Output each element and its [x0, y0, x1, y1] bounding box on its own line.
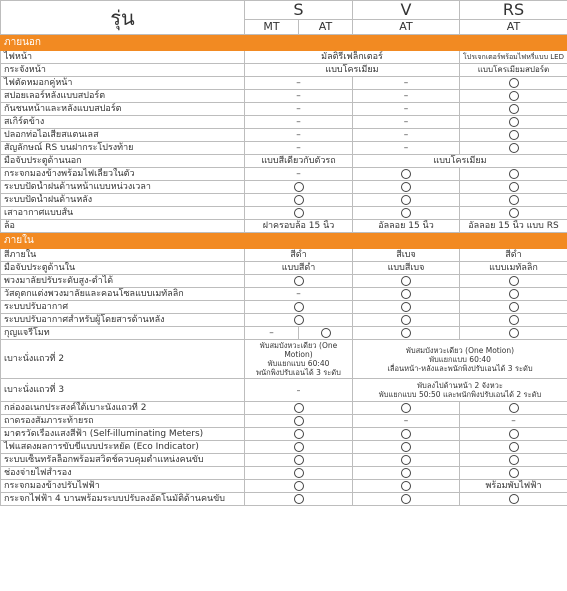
spec-value	[460, 51, 567, 64]
spec-value	[245, 275, 353, 288]
spec-row	[1, 327, 567, 340]
spec-value	[460, 402, 567, 415]
not-available-mark: –	[403, 104, 409, 114]
header-row-models	[1, 1, 567, 20]
spec-value	[460, 480, 567, 493]
spec-value	[460, 194, 567, 207]
spec-value	[245, 301, 353, 314]
value-line: พับแยกแบบ 60:40	[267, 359, 330, 368]
spec-label: สีภายใน	[1, 249, 245, 262]
included-icon	[401, 328, 411, 338]
spec-value	[353, 301, 460, 314]
value-line: พับสมบังหวะเดียว (One Motion)	[405, 345, 515, 355]
spec-row	[1, 168, 567, 181]
spec-value	[460, 275, 567, 288]
included-icon	[509, 208, 519, 218]
spec-value	[353, 168, 460, 181]
value-text: แบบสีดำ	[281, 263, 316, 273]
spec-label: ไฟตัดหมอกคู่หน้า	[1, 77, 245, 90]
spec-label: กระจกมองข้างปรับไฟฟ้า	[1, 480, 245, 493]
spec-value	[353, 415, 460, 428]
spec-value	[353, 220, 460, 233]
included-icon	[401, 182, 411, 192]
included-icon	[401, 468, 411, 478]
value-line: เลื่อนหน้า-หลังและพนักพิงปรับเอนได้ 3 ระดับ	[387, 363, 533, 373]
spec-value	[460, 262, 567, 275]
spec-value	[460, 454, 567, 467]
model-v: V	[353, 1, 460, 20]
value-line: พับลงไปด้านหน้า 2 จังหวะ	[417, 381, 503, 390]
spec-label: ระบบเซ็นทรัลล็อกพร้อมสวิตช์ควบคุมตำแหน่งคนขับ	[1, 454, 245, 467]
included-icon	[401, 494, 411, 504]
spec-value	[245, 288, 353, 301]
spec-row	[1, 262, 567, 275]
spec-value	[245, 441, 353, 454]
spec-value	[460, 168, 567, 181]
spec-value	[245, 428, 353, 441]
value-text: มัลติรีเฟล็กเตอร์	[321, 52, 383, 62]
spec-value	[245, 262, 353, 275]
spec-label: ระบบปัดน้ำฝนด้านหลัง	[1, 194, 245, 207]
spec-row	[1, 181, 567, 194]
spec-value	[460, 103, 567, 116]
included-icon	[509, 143, 519, 153]
included-icon	[509, 455, 519, 465]
spec-value	[353, 194, 460, 207]
spec-row	[1, 220, 567, 233]
spec-label: กระจกไฟฟ้า 4 บานพร้อมระบบปรับลงอัตโนมัติด้านคนขับ	[1, 493, 245, 506]
spec-row	[1, 249, 567, 262]
value-line: พับแยกแบบ 60:40	[429, 354, 491, 364]
model-rs: RS	[460, 1, 567, 20]
spec-value	[353, 428, 460, 441]
spec-value	[353, 262, 460, 275]
spec-row	[1, 207, 567, 220]
spec-label: พวงมาลัยปรับระดับสูง-ต่ำได้	[1, 275, 245, 288]
included-icon	[401, 169, 411, 179]
included-icon	[401, 315, 411, 325]
spec-value	[353, 181, 460, 194]
spec-value	[353, 402, 460, 415]
spec-value	[245, 142, 353, 155]
spec-row	[1, 194, 567, 207]
value-text: โปรเจกเตอร์พร้อมไฟหรี่แบบ LED	[463, 53, 564, 61]
spec-label: ระบบปรับอากาศ	[1, 301, 245, 314]
not-available-mark: –	[403, 117, 409, 127]
included-icon	[294, 429, 304, 439]
included-icon	[509, 302, 519, 312]
spec-value	[460, 327, 567, 340]
spec-value	[460, 116, 567, 129]
trans-s-at: AT	[299, 20, 353, 35]
spec-value	[353, 129, 460, 142]
spec-value	[460, 142, 567, 155]
spec-value	[245, 249, 353, 262]
included-icon	[294, 208, 304, 218]
not-available-mark: –	[296, 385, 301, 395]
spec-label: มาตรวัดเรืองแสงสีฟ้า (Self-illuminating Meters)	[1, 428, 245, 441]
spec-value	[245, 327, 299, 340]
spec-row	[1, 288, 567, 301]
included-icon	[294, 416, 304, 426]
included-icon	[294, 182, 304, 192]
spec-label: กระจังหน้า	[1, 64, 245, 77]
spec-row	[1, 64, 567, 77]
trans-v-at: AT	[353, 20, 460, 35]
included-icon	[509, 130, 519, 140]
included-icon	[509, 169, 519, 179]
spec-value	[353, 314, 460, 327]
spec-value	[460, 428, 567, 441]
included-icon	[509, 403, 519, 413]
spec-value	[245, 207, 353, 220]
spec-value	[245, 103, 353, 116]
spec-label: สเกิร์ตข้าง	[1, 116, 245, 129]
spec-value	[353, 467, 460, 480]
spec-label: สัญลักษณ์ RS บนฝากระโปรงท้าย	[1, 142, 245, 155]
model-s: S	[245, 1, 353, 20]
included-icon	[509, 429, 519, 439]
included-icon	[509, 195, 519, 205]
spec-value	[245, 90, 353, 103]
spec-table-body	[1, 1, 567, 506]
included-icon	[401, 195, 411, 205]
included-icon	[401, 276, 411, 286]
spec-value	[353, 207, 460, 220]
trans-rs-at: AT	[460, 20, 567, 35]
included-icon	[401, 208, 411, 218]
not-available-mark: –	[403, 78, 409, 88]
value-text: อัลลอย 15 นิ้ว	[378, 221, 434, 231]
spec-label: ระบบปัดน้ำฝนด้านหน้าแบบหน่วงเวลา	[1, 181, 245, 194]
spec-value	[353, 441, 460, 454]
spec-label: วัสดุตกแต่งพวงมาลัยและคอนโซลแบบเมทัลลิก	[1, 288, 245, 301]
spec-label: ช่องจ่ายไฟสำรอง	[1, 467, 245, 480]
included-icon	[509, 442, 519, 452]
spec-label: เบาะนั่งแถวที่ 3	[1, 379, 245, 402]
spec-row	[1, 480, 567, 493]
spec-label: กระจกมองข้างพร้อมไฟเลี้ยวในตัว	[1, 168, 245, 181]
included-icon	[294, 195, 304, 205]
spec-value	[245, 340, 353, 379]
spec-label: กันชนหน้าและหลังแบบสปอร์ต	[1, 103, 245, 116]
included-icon	[401, 455, 411, 465]
not-available-mark: –	[296, 117, 301, 127]
not-available-mark: –	[296, 289, 301, 299]
spec-value	[245, 467, 353, 480]
section-header	[1, 233, 567, 249]
included-icon	[509, 289, 519, 299]
spec-value	[460, 288, 567, 301]
spec-value	[245, 51, 460, 64]
spec-value	[460, 314, 567, 327]
included-icon	[294, 468, 304, 478]
spec-row	[1, 142, 567, 155]
included-icon	[509, 276, 519, 286]
spec-row	[1, 51, 567, 64]
included-icon	[509, 468, 519, 478]
included-icon	[509, 104, 519, 114]
not-available-mark: –	[403, 130, 409, 140]
spec-row	[1, 77, 567, 90]
included-icon	[509, 91, 519, 101]
spec-value	[353, 142, 460, 155]
spec-label: กุญแจรีโมท	[1, 327, 245, 340]
spec-value	[460, 493, 567, 506]
spec-label: เบาะนั่งแถวที่ 2	[1, 340, 245, 379]
spec-value	[245, 480, 353, 493]
spec-value	[299, 327, 353, 340]
spec-value	[353, 379, 567, 402]
value-text: แบบโครเมียม	[433, 156, 487, 166]
included-icon	[509, 494, 519, 504]
included-icon	[294, 403, 304, 413]
spec-label: กล่องอเนกประสงค์ใต้เบาะนั่งแถวที่ 2	[1, 402, 245, 415]
included-icon	[401, 289, 411, 299]
spec-value	[245, 314, 353, 327]
spec-row	[1, 467, 567, 480]
not-available-mark: –	[403, 416, 409, 426]
value-text: อัลลอย 15 นิ้ว แบบ RS	[468, 221, 559, 231]
spec-label: ไฟแสดงผลการขับขี่แบบประหยัด (Eco Indicator)	[1, 441, 245, 454]
included-icon	[509, 182, 519, 192]
included-icon	[321, 328, 331, 338]
value-text: ฝาครอบล้อ 15 นิ้ว	[262, 221, 335, 231]
spec-value	[245, 493, 353, 506]
included-icon	[509, 328, 519, 338]
spec-value	[245, 379, 353, 402]
spec-value	[245, 415, 353, 428]
spec-value	[245, 116, 353, 129]
included-icon	[401, 403, 411, 413]
spec-value	[353, 454, 460, 467]
spec-value	[353, 103, 460, 116]
not-available-mark: –	[296, 78, 301, 88]
spec-row	[1, 454, 567, 467]
spec-value	[245, 64, 460, 77]
value-line: พนักพิงปรับเอนได้ 3 ระดับ	[256, 368, 341, 377]
spec-value	[353, 480, 460, 493]
spec-value	[245, 220, 353, 233]
included-icon	[294, 302, 304, 312]
spec-value	[460, 249, 567, 262]
spec-row	[1, 103, 567, 116]
spec-label: เสาอากาศแบบสั้น	[1, 207, 245, 220]
spec-row	[1, 301, 567, 314]
spec-value	[353, 155, 567, 168]
included-icon	[401, 442, 411, 452]
included-icon	[294, 481, 304, 491]
spec-label: ถาดรองสัมภาระท้ายรถ	[1, 415, 245, 428]
spec-row	[1, 428, 567, 441]
spec-value	[245, 194, 353, 207]
spec-value	[460, 467, 567, 480]
value-text: แบบสีเบจ	[387, 263, 425, 273]
spec-value	[353, 327, 460, 340]
spec-value	[245, 181, 353, 194]
spec-value	[460, 207, 567, 220]
included-icon	[509, 78, 519, 88]
spec-row	[1, 415, 567, 428]
spec-value	[460, 301, 567, 314]
trans-s-mt: MT	[245, 20, 299, 35]
value-text: สีดำ	[290, 250, 307, 260]
included-icon	[509, 315, 519, 325]
included-icon	[294, 455, 304, 465]
spec-value	[353, 90, 460, 103]
section-header	[1, 35, 567, 51]
spec-label: สปอยเลอร์หลังแบบสปอร์ต	[1, 90, 245, 103]
spec-row	[1, 116, 567, 129]
spec-row	[1, 314, 567, 327]
spec-value	[460, 77, 567, 90]
spec-row	[1, 441, 567, 454]
spec-value	[460, 441, 567, 454]
spec-value	[353, 493, 460, 506]
spec-value	[245, 168, 353, 181]
spec-value	[353, 288, 460, 301]
not-available-mark: –	[296, 169, 301, 179]
spec-value	[245, 129, 353, 142]
spec-value	[460, 90, 567, 103]
spec-label: ระบบปรับอากาศสำหรับผู้โดยสารด้านหลัง	[1, 314, 245, 327]
not-available-mark: –	[511, 416, 516, 426]
spec-row	[1, 129, 567, 142]
spec-row	[1, 493, 567, 506]
grade-label: รุ่น	[1, 1, 245, 35]
spec-label: มือจับประตูด้านนอก	[1, 155, 245, 168]
section-title: ภายใน	[1, 233, 567, 249]
spec-label: มือจับประตูด้านใน	[1, 262, 245, 275]
spec-row	[1, 402, 567, 415]
spec-label: ไฟหน้า	[1, 51, 245, 64]
spec-value	[460, 129, 567, 142]
spec-value	[245, 454, 353, 467]
not-available-mark: –	[296, 91, 301, 101]
not-available-mark: –	[403, 91, 409, 101]
included-icon	[401, 429, 411, 439]
spec-value	[353, 77, 460, 90]
spec-value	[460, 220, 567, 233]
value-text: สีดำ	[505, 250, 522, 260]
spec-row	[1, 155, 567, 168]
not-available-mark: –	[403, 143, 409, 153]
included-icon	[294, 315, 304, 325]
not-available-mark: –	[296, 104, 301, 114]
spec-value	[353, 116, 460, 129]
included-icon	[294, 494, 304, 504]
spec-row	[1, 275, 567, 288]
spec-row	[1, 90, 567, 103]
included-icon	[401, 302, 411, 312]
value-text: พร้อมพับไฟฟ้า	[485, 481, 542, 491]
spec-label: ปลอกท่อไอเสียสแตนเลส	[1, 129, 245, 142]
spec-row	[1, 340, 567, 379]
value-text: แบบสีเดียวกับตัวรถ	[261, 156, 336, 166]
value-text: แบบโครเมียมสปอร์ต	[477, 65, 550, 74]
value-line: พับสมบังหวะเดียว (One Motion)	[259, 341, 338, 359]
not-available-mark: –	[296, 130, 301, 140]
value-text: สีเบจ	[396, 250, 416, 260]
section-title: ภายนอก	[1, 35, 567, 51]
included-icon	[294, 442, 304, 452]
spec-row	[1, 379, 567, 402]
spec-value	[353, 275, 460, 288]
spec-value	[353, 340, 567, 379]
spec-value	[245, 77, 353, 90]
spec-value	[460, 415, 567, 428]
spec-value	[353, 249, 460, 262]
not-available-mark: –	[269, 328, 274, 338]
value-line: พับแยกแบบ 50:50 และพนักพิงปรับเอนได้ 2 ระดับ	[378, 390, 542, 399]
spec-label: ล้อ	[1, 220, 245, 233]
included-icon	[401, 481, 411, 491]
spec-value	[460, 64, 567, 77]
not-available-mark: –	[296, 143, 301, 153]
value-text: แบบเมทัลลิก	[489, 263, 538, 273]
spec-value	[245, 155, 353, 168]
included-icon	[294, 276, 304, 286]
spec-value	[245, 402, 353, 415]
included-icon	[509, 117, 519, 127]
value-text: แบบโครเมียม	[325, 65, 379, 75]
spec-value	[460, 181, 567, 194]
